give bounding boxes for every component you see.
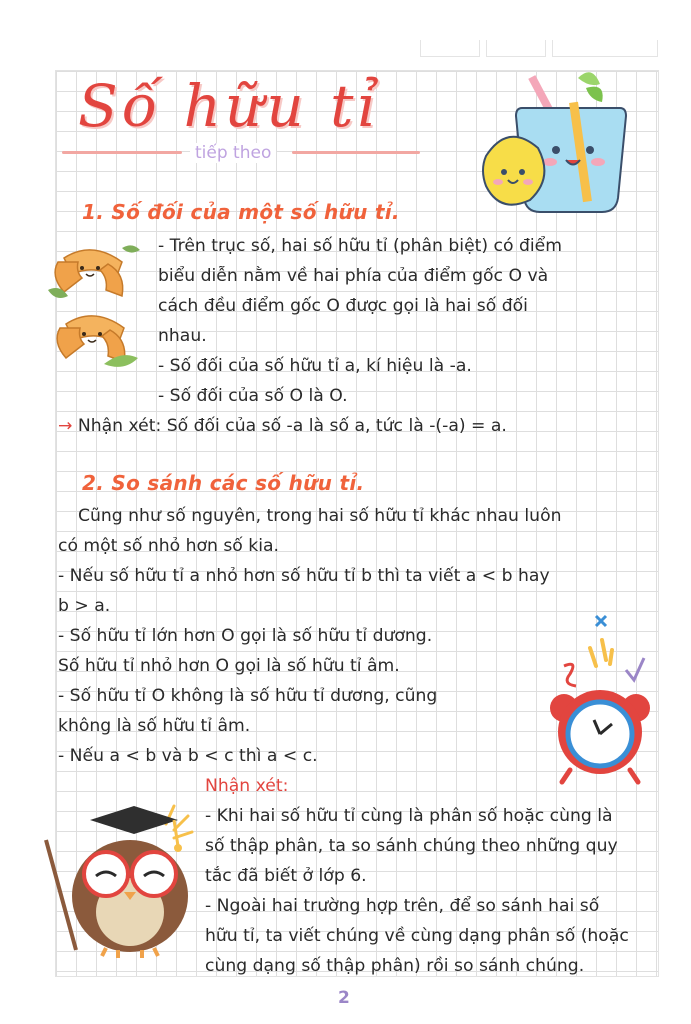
section2-remark-line-6: cùng dạng số thập phân) rồi so sánh chúng.	[205, 956, 585, 976]
section1-line-6: - Số đối của số O là O.	[158, 386, 348, 406]
section2-line-8: không là số hữu tỉ âm.	[58, 716, 251, 736]
section1-heading: 1. Số đối của một số hữu tỉ.	[82, 200, 400, 224]
section2-line-4: b > a.	[58, 596, 111, 616]
section2-line-6: Số hữu tỉ nhỏ hơn O gọi là số hữu tỉ âm.	[58, 656, 400, 676]
page-number: 2	[338, 988, 350, 1008]
croissant-icon	[46, 240, 146, 380]
section2-line-7: - Số hữu tỉ O không là số hữu tỉ dương, cũng	[58, 686, 438, 706]
section2-line-5: - Số hữu tỉ lớn hơn O gọi là số hữu tỉ dương.	[58, 626, 433, 646]
subtitle-line-left	[62, 151, 182, 154]
juice-glass-icon	[478, 68, 648, 218]
section2-remark-line-2: số thập phân, ta so sánh chúng theo những quy	[205, 836, 618, 856]
subtitle-line-right	[292, 151, 420, 154]
page-title: Số hữu tỉ	[78, 72, 381, 140]
section2-remark-line-5: hữu tỉ, ta viết chúng về cùng dạng phân số (hoặc	[205, 926, 629, 946]
alarm-clock-icon	[540, 610, 660, 785]
owl-graduate-icon	[40, 800, 205, 960]
section2-remark-label: Nhận xét:	[205, 776, 289, 796]
section2-line-2: có một số nhỏ hơn số kia.	[58, 536, 280, 556]
section1-line-3: cách đều điểm gốc O được gọi là hai số đối	[158, 296, 528, 316]
section1-line-1: - Trên trục số, hai số hữu tỉ (phân biệt) có điểm	[158, 236, 562, 256]
section2-line-3: - Nếu số hữu tỉ a nhỏ hơn số hữu tỉ b thì ta viết a < b hay	[58, 566, 550, 586]
section2-heading: 2. So sánh các số hữu tỉ.	[82, 471, 365, 495]
section2-remark-line-1: - Khi hai số hữu tỉ cùng là phân số hoặc cùng là	[205, 806, 613, 826]
section1-line-5: - Số đối của số hữu tỉ a, kí hiệu là -a.	[158, 356, 472, 376]
section1-remark-text: Nhận xét: Số đối của số -a là số a, tức là -(-a) = a.	[77, 416, 507, 436]
section2-line-1: Cũng như số nguyên, trong hai số hữu tỉ khác nhau luôn	[78, 506, 562, 526]
section2-line-9: - Nếu a < b và b < c thì a < c.	[58, 746, 318, 766]
arrow-right-icon: →	[58, 416, 73, 436]
section1-remark	[58, 411, 507, 441]
section1-line-4: nhau.	[158, 326, 207, 346]
section2-remark-line-3: tắc đã biết ở lớp 6.	[205, 866, 367, 886]
page-subtitle: tiếp theo	[190, 143, 276, 163]
section2-remark-line-4: - Ngoài hai trường hợp trên, để so sánh hai số	[205, 896, 600, 916]
section1-line-2: biểu diễn nằm về hai phía của điểm gốc O và	[158, 266, 549, 286]
